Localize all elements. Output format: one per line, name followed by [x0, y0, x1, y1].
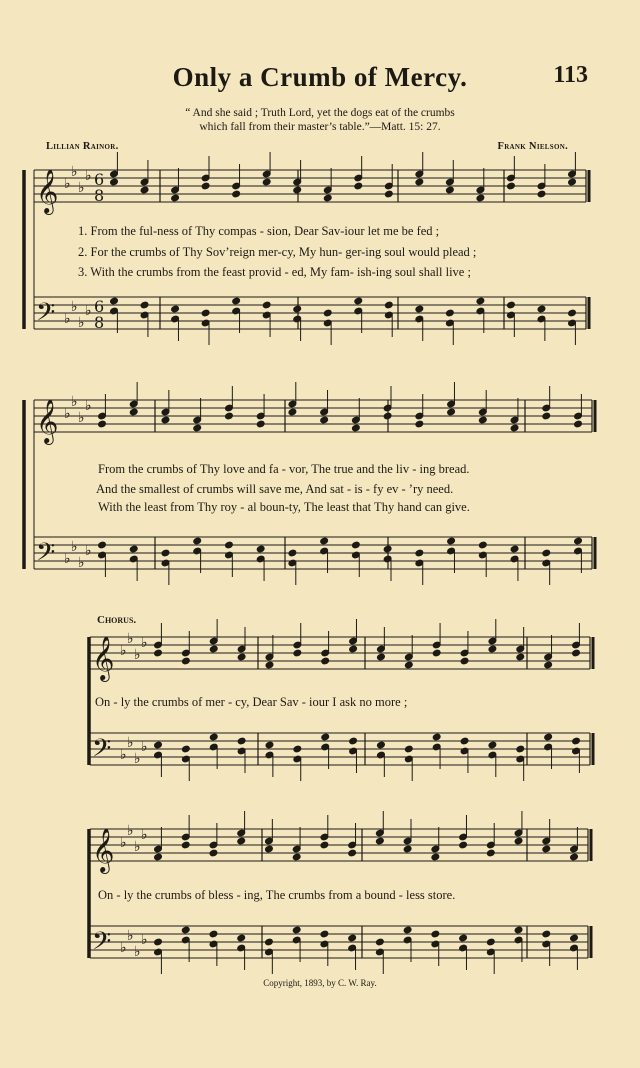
note-head [288, 549, 297, 557]
note-head [181, 926, 190, 934]
note-head [403, 926, 412, 934]
note-head [572, 737, 581, 745]
note-head [209, 645, 218, 653]
note-head [376, 837, 385, 845]
bass-clef-icon: 𝄢 [36, 538, 56, 573]
note-head [140, 301, 149, 309]
note-head [201, 309, 210, 317]
note-head [574, 537, 583, 545]
flat-icon: ♭ [78, 555, 85, 571]
note-head [110, 297, 119, 305]
note-head [403, 845, 412, 853]
note-head [568, 309, 577, 317]
note-head [154, 938, 163, 946]
note-head [292, 926, 301, 934]
note-head [209, 930, 218, 938]
hymnal-page: Only a Crumb of Mercy. 113 “ And she said ; Truth Lord, yet the dogs eat of the crumbs which fall from their master’s table.”—Matt. 15: 27. Lillian Rainor. Frank Nielson. 𝄞 𝄢 ♭ ♭ ♭ ♭ ♭ ♭ ♭ ♭ 6 8 6 8 𝄞 𝄢 ♭ ♭ ♭ ♭ ♭ ♭ ♭ ♭ 𝄞 𝄢 ♭ ♭ ♭ ♭ ♭ ♭ ♭ ♭ 𝄞 𝄢 ♭ ♭ ♭ ♭ ♭ ♭ ♭ ♭ 1. From the ful-ness of Thy compas - sion, Dear Sav-iour let me be fed ; 2. For the crumbs of Thy Sov’reign mer-cy, My hun- ger-ing soul would plead ; 3. With the crumbs from the feast provid - ed, My fam- ish-ing soul shall live ; From the crumbs of Thy love and fa - vor, The true and the liv - ing bread. And the smallest of crumbs will save me, And sat - is - fy ev - ’ry need. With the least from Thy roy - al boun-ty, The least that Thy hand can give. Chorus. On - ly the crumbs of mer - cy, Dear Sav - iour I ask no more ; On - ly the crumbs of bless - ing, The crumbs from a bound - less store. Copyright, 1893, by C. W. Ray. [0, 0, 640, 1068]
note-head [265, 845, 274, 853]
flat-icon: ♭ [141, 827, 148, 843]
flat-icon: ♭ [85, 398, 92, 414]
note-head [225, 412, 234, 420]
chorus-label: Chorus. [97, 614, 137, 626]
note-head [510, 424, 519, 432]
page-number: 113 [553, 62, 588, 88]
note-head [256, 545, 265, 553]
note-head [447, 537, 456, 545]
note-head [516, 745, 525, 753]
note-head [478, 541, 487, 549]
note-head [460, 737, 469, 745]
flat-icon: ♭ [120, 940, 127, 956]
note-head [572, 649, 581, 657]
note-head [537, 305, 546, 313]
note-head [432, 733, 441, 741]
note-head [293, 186, 302, 194]
note-head [574, 420, 583, 428]
treble-clef-icon: 𝄞 [36, 399, 59, 443]
note-head [171, 194, 180, 202]
time-signature: 6 [94, 297, 105, 316]
flat-icon: ♭ [127, 631, 134, 647]
note-head [237, 737, 246, 745]
note-head [288, 408, 297, 416]
note-head [265, 741, 274, 749]
flat-icon: ♭ [71, 164, 78, 180]
note-head [514, 926, 523, 934]
note-head [354, 297, 363, 305]
note-head [237, 837, 246, 845]
note-head [320, 841, 329, 849]
note-head [193, 537, 202, 545]
note-head [415, 178, 424, 186]
flat-icon: ♭ [64, 176, 71, 192]
note-head [323, 309, 332, 317]
note-head [516, 653, 525, 661]
note-head [431, 930, 440, 938]
flat-icon: ♭ [141, 932, 148, 948]
note-head [415, 549, 424, 557]
note-head [486, 938, 495, 946]
note-head [292, 853, 301, 861]
note-head [293, 305, 302, 313]
note-head [459, 841, 468, 849]
note-head [460, 657, 469, 665]
note-head [544, 661, 553, 669]
note-head [404, 661, 413, 669]
note-head [384, 301, 393, 309]
note-head [352, 424, 361, 432]
note-head [476, 297, 485, 305]
note-head [507, 182, 516, 190]
note-head [488, 741, 497, 749]
note-head [447, 408, 456, 416]
note-head [542, 549, 551, 557]
note-head [383, 545, 392, 553]
flat-icon: ♭ [141, 635, 148, 651]
note-head [129, 545, 138, 553]
note-head [486, 849, 495, 857]
note-head [209, 849, 218, 857]
note-head [182, 657, 191, 665]
note-head [209, 733, 218, 741]
note-head [542, 412, 551, 420]
note-head [201, 182, 210, 190]
note-head [432, 649, 441, 657]
note-head [129, 408, 138, 416]
treble-clef-icon: 𝄞 [92, 828, 115, 872]
note-head [349, 645, 358, 653]
note-head [570, 934, 579, 942]
flat-icon: ♭ [64, 551, 71, 567]
note-head [348, 849, 357, 857]
note-head [542, 930, 551, 938]
note-head [265, 938, 274, 946]
note-head [237, 653, 246, 661]
composer-credit: Frank Nielson. [497, 141, 568, 152]
note-head [182, 745, 191, 753]
flat-icon: ♭ [85, 303, 92, 319]
note-head [154, 853, 163, 861]
flat-icon: ♭ [120, 747, 127, 763]
note-head [256, 420, 265, 428]
note-head [225, 541, 234, 549]
note-head [320, 416, 329, 424]
note-head [293, 745, 302, 753]
note-head [377, 741, 386, 749]
note-head [154, 741, 163, 749]
note-head [354, 182, 363, 190]
note-head [431, 853, 440, 861]
note-head [232, 190, 241, 198]
note-head [171, 305, 180, 313]
note-head [262, 178, 271, 186]
note-head [320, 537, 329, 545]
flat-icon: ♭ [71, 539, 78, 555]
bass-clef-icon: 𝄢 [92, 734, 112, 769]
flat-icon: ♭ [85, 543, 92, 559]
note-head [98, 420, 107, 428]
note-head [348, 934, 357, 942]
note-head [570, 853, 579, 861]
flat-icon: ♭ [127, 735, 134, 751]
epigraph-line: “ And she said ; Truth Lord, yet the dogs eat of the crumbs [185, 107, 455, 119]
note-head [415, 420, 424, 428]
flat-icon: ♭ [134, 647, 141, 663]
note-head [237, 934, 246, 942]
note-head [459, 934, 468, 942]
note-head [265, 661, 274, 669]
flat-icon: ♭ [120, 835, 127, 851]
note-head [377, 653, 386, 661]
note-head [321, 657, 330, 665]
flat-icon: ♭ [78, 410, 85, 426]
flat-icon: ♭ [134, 839, 141, 855]
note-head [376, 938, 385, 946]
note-head [232, 297, 241, 305]
flat-icon: ♭ [78, 315, 85, 331]
note-head [140, 186, 149, 194]
copyright-notice: Copyright, 1893, by C. W. Ray. [263, 978, 377, 988]
treble-clef-icon: 𝄞 [92, 636, 115, 680]
note-head [476, 194, 485, 202]
note-head [323, 194, 332, 202]
note-head [478, 416, 487, 424]
flat-icon: ♭ [64, 311, 71, 327]
note-head [321, 733, 330, 741]
note-head [320, 930, 329, 938]
note-head [488, 645, 497, 653]
note-head [446, 309, 455, 317]
note-head [349, 737, 358, 745]
note-head [161, 549, 170, 557]
epigraph-line: which fall from their master’s table.”—Matt. 15: 27. [199, 121, 441, 133]
time-signature: 8 [94, 313, 105, 332]
note-head [415, 305, 424, 313]
flat-icon: ♭ [71, 299, 78, 315]
note-head [110, 178, 119, 186]
note-head [383, 412, 392, 420]
note-head [384, 190, 393, 198]
bass-clef-icon: 𝄢 [36, 298, 56, 333]
note-head [514, 837, 523, 845]
time-signature: 6 [94, 170, 105, 189]
flat-icon: ♭ [127, 928, 134, 944]
note-head [544, 733, 553, 741]
flat-icon: ♭ [134, 751, 141, 767]
treble-clef-icon: 𝄞 [36, 169, 59, 213]
note-head [352, 541, 361, 549]
note-head [181, 841, 190, 849]
note-head [510, 545, 519, 553]
lyricist-credit: Lillian Rainor. [46, 141, 119, 152]
note-head [161, 416, 170, 424]
note-head [404, 745, 413, 753]
flat-icon: ♭ [85, 168, 92, 184]
note-head [446, 186, 455, 194]
bass-clef-icon: 𝄢 [92, 927, 112, 962]
note-head [98, 541, 107, 549]
note-head [154, 649, 163, 657]
flat-icon: ♭ [71, 394, 78, 410]
flat-icon: ♭ [78, 180, 85, 196]
flat-icon: ♭ [64, 406, 71, 422]
flat-icon: ♭ [141, 739, 148, 755]
flat-icon: ♭ [127, 823, 134, 839]
flat-icon: ♭ [120, 643, 127, 659]
flat-icon: ♭ [134, 944, 141, 960]
note-head [262, 301, 271, 309]
note-head [542, 845, 551, 853]
hymn-title: Only a Crumb of Mercy. [172, 62, 468, 92]
time-signature: 8 [94, 186, 105, 205]
note-head [193, 424, 202, 432]
note-head [293, 649, 302, 657]
note-head [507, 301, 516, 309]
note-head [568, 178, 577, 186]
note-head [537, 190, 546, 198]
